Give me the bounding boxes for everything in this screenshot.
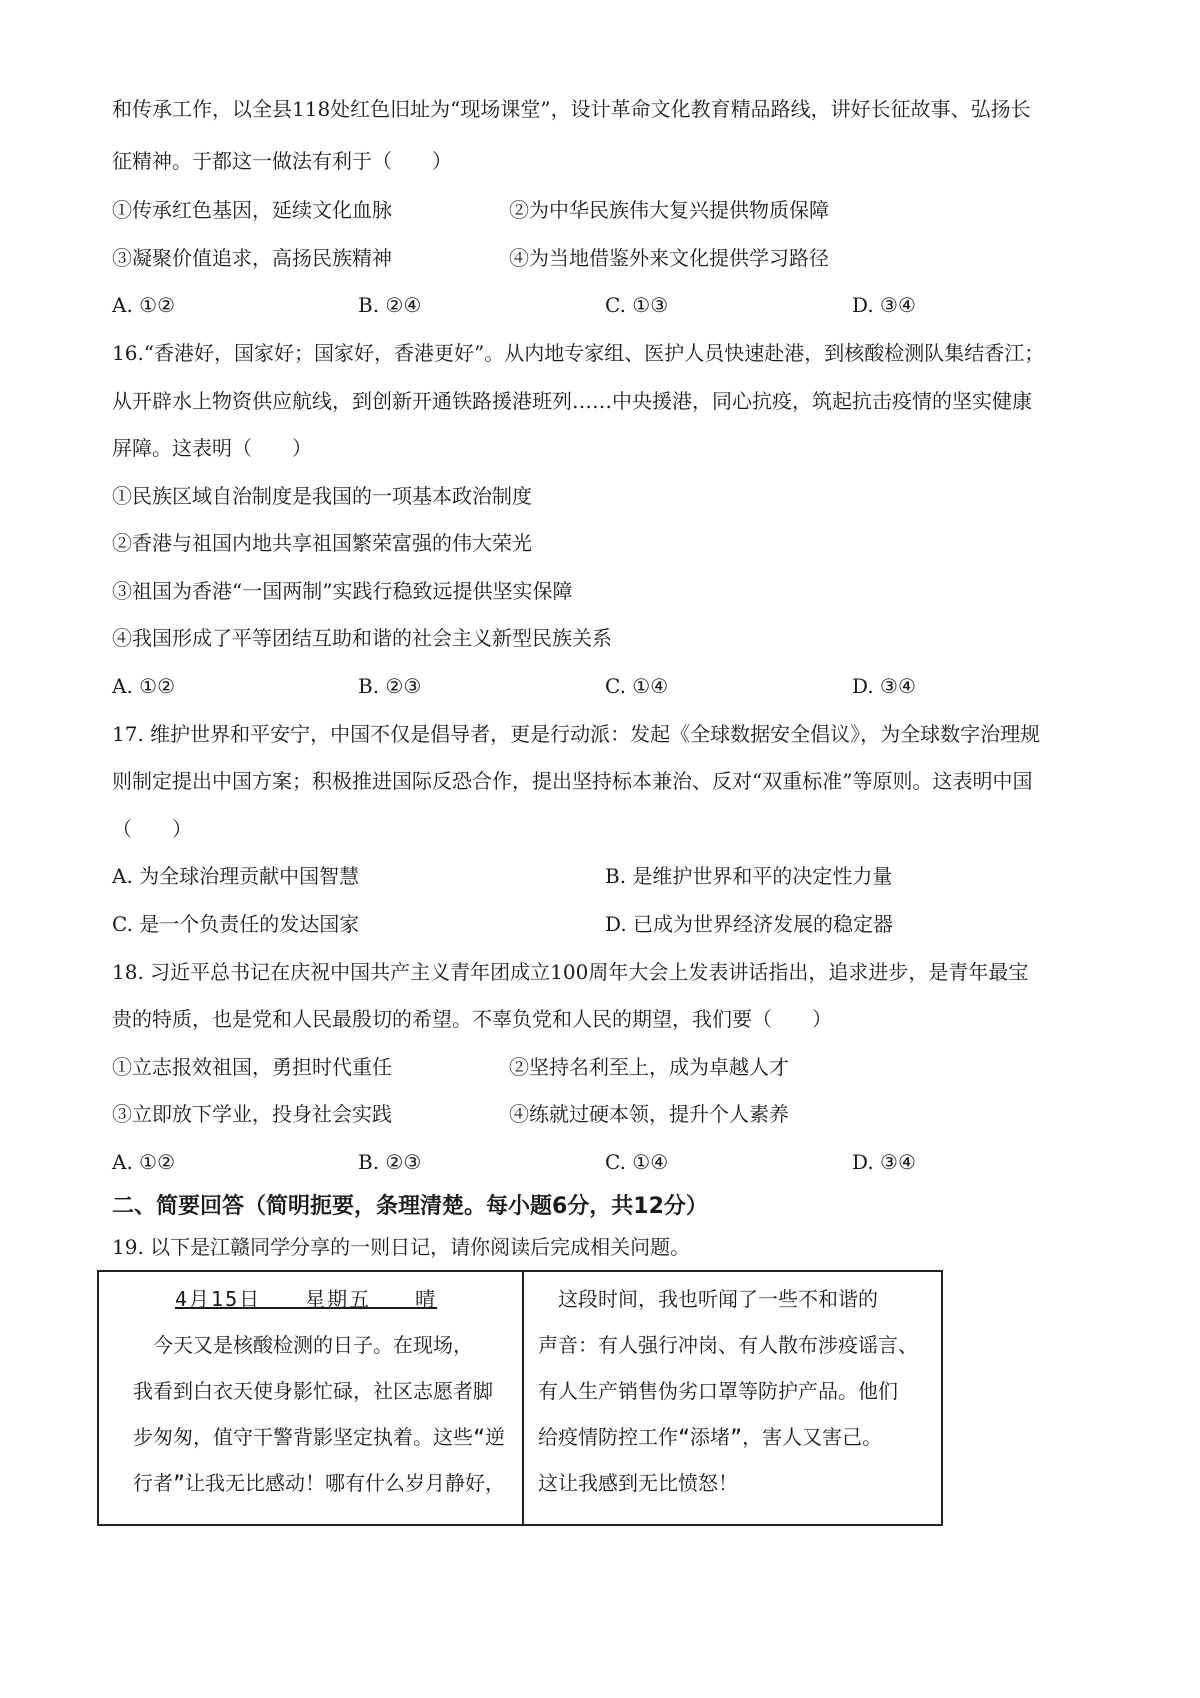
- q16-option-1: ①民族区域自治制度是我国的一项基本政治制度: [112, 484, 532, 508]
- q16-choice-a: A. ①②: [112, 674, 176, 698]
- q15-options-row1: [112, 195, 1092, 225]
- q18-choices: [112, 1147, 1092, 1177]
- q16-choice-b: B. ②③: [358, 674, 422, 698]
- q17-choices-row1: [112, 861, 1092, 891]
- diary-left-line: 步匆匆，值守干警背影坚定执着。这些“逆: [133, 1425, 506, 1449]
- q15-choices: [112, 290, 1092, 320]
- diary-right-column: [524, 1272, 943, 1524]
- section-2-heading: 二、简要回答（简明扼要，条理清楚。每小题6分，共12分）: [112, 1194, 708, 1219]
- diary-right-line: 给疫情防控工作“添堵”，害人又害己。: [538, 1425, 883, 1449]
- q17-stem-line3: （ ）: [112, 817, 192, 841]
- q16-choice-c: C. ①④: [605, 674, 669, 698]
- diary-date: 4月15日 星期五 晴: [175, 1287, 438, 1311]
- q18-choice-b: B. ②③: [358, 1150, 422, 1174]
- q17-choice-d: D. 已成为世界经济发展的稳定器: [605, 912, 894, 936]
- q18-option-4: ④练就过硬本领，提升个人素养: [509, 1102, 789, 1126]
- q16-choice-d: D. ③④: [852, 674, 916, 698]
- diary-left-column: [99, 1272, 522, 1524]
- diary-right-line: 这让我感到无比愤怒！: [538, 1471, 738, 1495]
- q18-option-2: ②坚持名利至上，成为卓越人才: [509, 1055, 789, 1079]
- q18-stem-line2: 贵的特质，也是党和人民最殷切的希望。不辜负党和人民的期望，我们要（ ）: [112, 1007, 832, 1031]
- q16-option-4: ④我国形成了平等团结互助和谐的社会主义新型民族关系: [112, 626, 612, 650]
- q16-option-3: ③祖国为香港“一国两制”实践行稳致远提供坚实保障: [112, 579, 573, 603]
- q18-option-1: ①立志报效祖国，勇担时代重任: [112, 1055, 392, 1079]
- q18-choice-d: D. ③④: [852, 1150, 916, 1174]
- q15-options-row2: [112, 243, 1092, 273]
- q17-choice-c: C. 是一个负责任的发达国家: [112, 912, 360, 936]
- q16-stem-line2: 从开辟水上物资供应航线，到创新开通铁路援港班列……中央援港，同心抗疫，筑起抗击疫情的坚实健康: [112, 389, 1032, 413]
- q17-choices-row2: [112, 909, 1092, 939]
- q16-stem-line1: 16.“香港好，国家好；国家好，香港更好”。从内地专家组、医护人员快速赴港，到核酸检测队集结香江；: [112, 341, 1045, 365]
- q16-choices: [112, 671, 1092, 701]
- q18-options-row1: [112, 1052, 1092, 1082]
- q16-stem-line3: 屏障。这表明（ ）: [112, 436, 312, 460]
- q18-stem-line1: 18. 习近平总书记在庆祝中国共产主义青年团成立100周年大会上发表讲话指出，追求进步，是青年最宝: [112, 960, 1029, 984]
- q17-choice-b: B. 是维护世界和平的决定性力量: [605, 864, 893, 888]
- diary-right-line: 这段时间，我也听闻了一些不和谐的: [538, 1287, 878, 1311]
- diary-left-line: 行者”让我无比感动！哪有什么岁月静好，: [133, 1471, 506, 1495]
- q19-stem: 19. 以下是江赣同学分享的一则日记，请你阅读后完成相关问题。: [112, 1235, 691, 1259]
- diary-right-line: 声音：有人强行冲岗、有人散布涉疫谣言、: [538, 1333, 918, 1357]
- q18-option-3: ③立即放下学业，投身社会实践: [112, 1102, 392, 1126]
- diary-left-line: 我看到白衣天使身影忙碌，社区志愿者脚: [133, 1379, 493, 1403]
- q15-choice-c: C. ①③: [605, 293, 669, 317]
- q15-option-2: ②为中华民族伟大复兴提供物质保障: [509, 198, 829, 222]
- q15-choice-d: D. ③④: [852, 293, 916, 317]
- q15-stem-line2: 征精神。于都这一做法有利于（ ）: [112, 149, 452, 173]
- q16-option-2: ②香港与祖国内地共享祖国繁荣富强的伟大荣光: [112, 531, 532, 555]
- q15-choice-b: B. ②④: [358, 293, 422, 317]
- q15-stem-line1: 和传承工作，以全县118处红色旧址为“现场课堂”，设计革命文化教育精品路线，讲好长征故事、弘扬长: [112, 97, 1031, 121]
- q15-option-4: ④为当地借鉴外来文化提供学习路径: [509, 246, 829, 270]
- diary-right-line: 有人生产销售伪劣口罩等防护产品。他们: [538, 1379, 898, 1403]
- diary-left-line: 今天又是核酸检测的日子。在现场，: [133, 1333, 473, 1357]
- q18-options-row2: [112, 1099, 1092, 1129]
- q18-choice-c: C. ①④: [605, 1150, 669, 1174]
- q17-stem-line2: 则制定提出中国方案；积极推进国际反恐合作，提出坚持标本兼治、反对“双重标准”等原则。这表明中国: [112, 769, 1033, 793]
- q17-stem-line1: 17. 维护世界和平安宁，中国不仅是倡导者，更是行动派：发起《全球数据安全倡议》，为全球数字治理规: [112, 722, 1041, 746]
- q15-option-3: ③凝聚价值追求，高扬民族精神: [112, 246, 392, 270]
- q15-option-1: ①传承红色基因，延续文化血脉: [112, 198, 392, 222]
- q17-choice-a: A. 为全球治理贡献中国智慧: [112, 864, 360, 888]
- q15-choice-a: A. ①②: [112, 293, 176, 317]
- diary-box: [97, 1270, 943, 1526]
- q18-choice-a: A. ①②: [112, 1150, 176, 1174]
